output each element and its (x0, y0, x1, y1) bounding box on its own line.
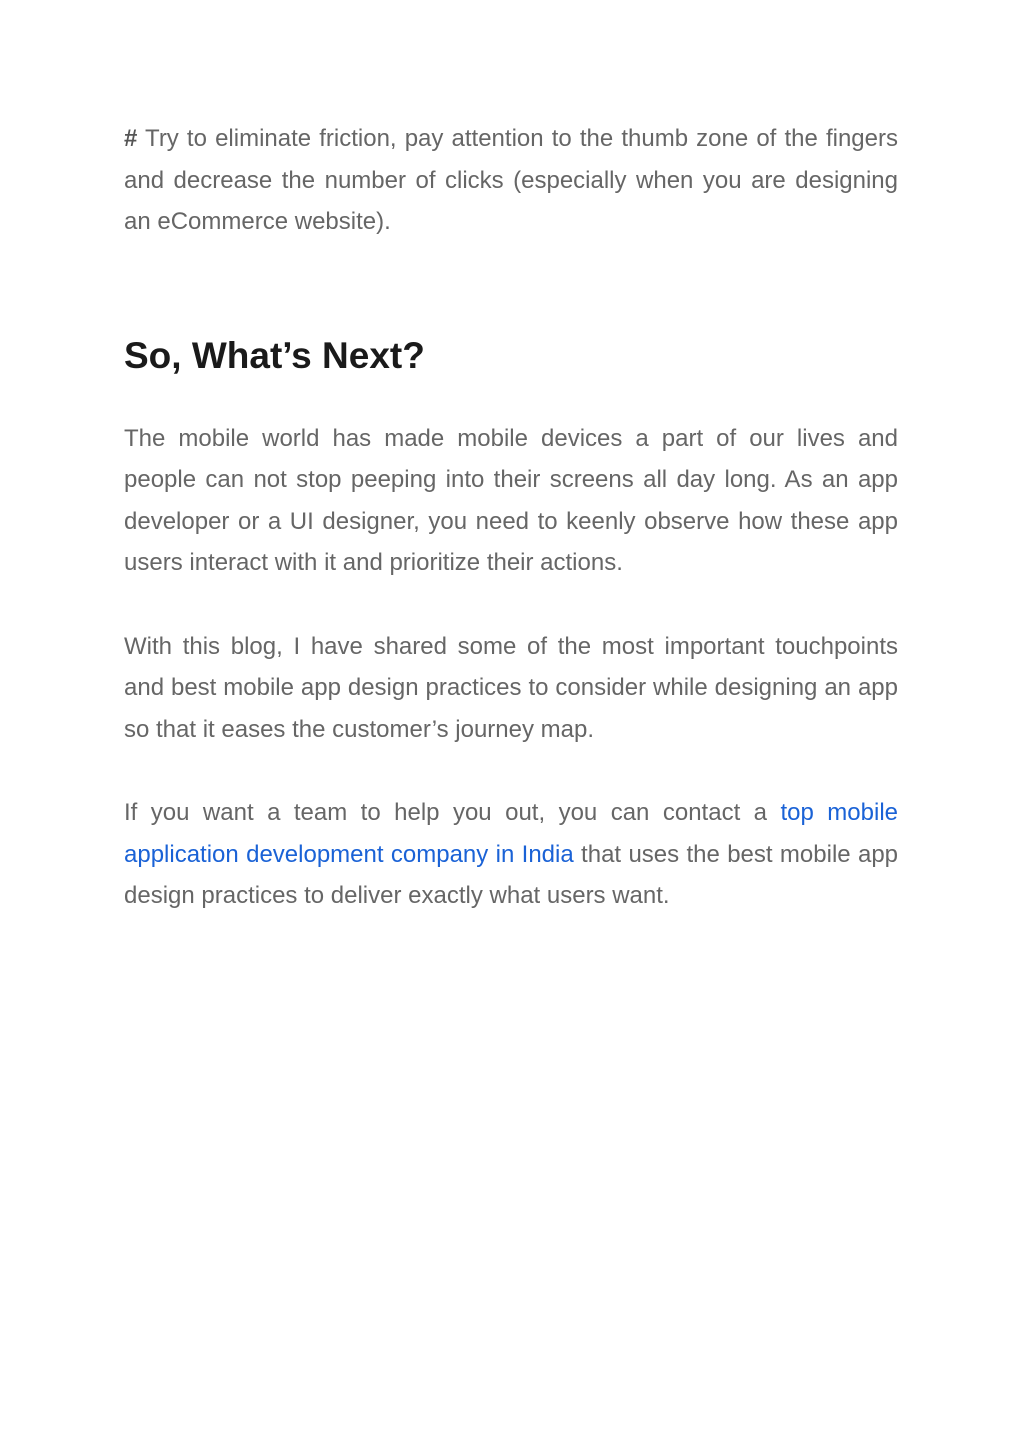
company-link[interactable]: top mobile application development company in India (124, 799, 898, 868)
intro-paragraph (124, 118, 898, 243)
section-heading: So, What’s Next? (124, 334, 425, 376)
contact-text-after: that uses the best mobile app design practices to deliver exactly what users want. (124, 840, 899, 909)
intro-text: Try to eliminate friction, pay attention to the thumb zone of the fingers and decrease the number of clicks (especially when you are designing an eCommerce website). (124, 125, 898, 235)
document-page (124, 118, 898, 917)
hash-marker: # (124, 125, 138, 152)
contact-text-before: If you want a team to help you out, you can contact a (124, 799, 781, 826)
paragraph-contact (124, 792, 898, 917)
paragraph-mobile-world: The mobile world has made mobile devices a part of our lives and people can not stop peeping into their screens all day long. As an app developer or a UI designer, you need to keenly observe how these app users interact with it and prioritize their actions. (124, 424, 898, 576)
paragraph-blog-summary: With this blog, I have shared some of the most important touchpoints and best mobile app design practices to consider while designing an app so that it eases the customer’s journey map. (124, 632, 898, 743)
